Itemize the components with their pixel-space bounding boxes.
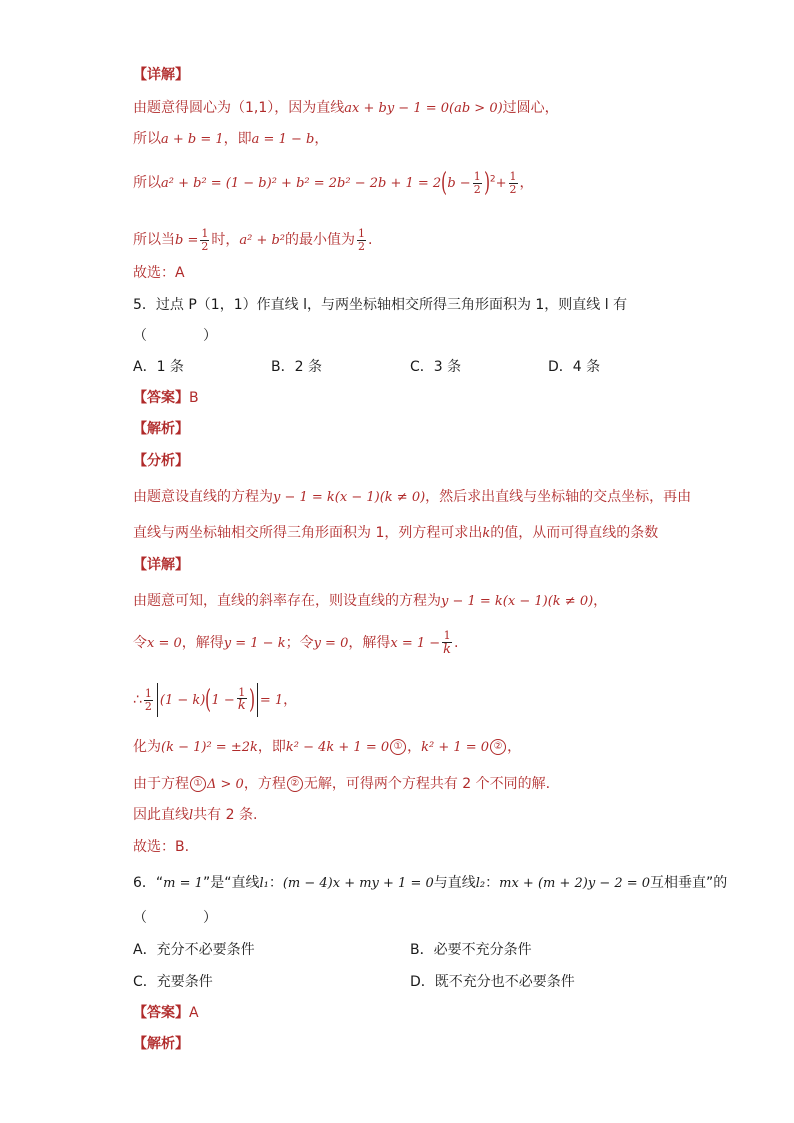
q5-section-fenxi: 【分析】 [133,453,189,469]
q5-option-c: C．3 条 [410,359,462,375]
q5-option-b: B．2 条 [271,359,322,375]
q5-detail-line-4: 化为(k − 1)² = ±2k，即k² − 4k + 1 = 0 ① ，k² + 1 = 0 ② ， [133,739,522,755]
q5-detail-line-1: 由题意可知，直线的斜率存在，则设直线的方程为y − 1 = k(x − 1)(k ≠ 0)， [133,593,608,609]
q5-section-detail: 【详解】 [133,557,189,573]
q5-detail-line-6: 因此直线l共有 2 条. [133,807,258,823]
q6-option-a: A．充分不必要条件 [133,942,255,958]
q5-section-jiexi: 【解析】 [133,421,189,437]
q4-detail-line-3: 所以a² + b² = (1 − b)² + b² = 2b² − 2b + 1 = 2(b − $\frac{1}{2}$ )$^2$+ $\frac{1}{2}$ ， [133,168,534,198]
q5-analysis-line-2: 直线与两坐标轴相交所得三角形面积为 1，列方程可求出k的值，从而可得直线的条数 [133,525,659,541]
q5-paren: （ ） [133,328,217,344]
q5-option-a: A．1 条 [133,359,184,375]
q6-paren: （ ） [133,910,217,926]
q6-option-c: C．充要条件 [133,974,213,990]
section-tag-detail: 【详解】 [133,67,189,83]
q5-stem: 5．过点 P（1，1）作直线 l，与两坐标轴相交所得三角形面积为 1，则直线 l 有 [133,297,628,313]
q6-option-b: B．必要不充分条件 [410,942,532,958]
q4-detail-line-4: 所以当b = $\frac{1}{2}$ 时，a² + b²的最小值为 $\frac{1}{2}$ . [133,227,373,253]
q5-detail-line-5: 由于方程 ① Δ > 0，方程 ② 无解，可得两个方程共有 2 个不同的解. [133,776,551,792]
q6-answer: 【答案】A [133,1005,199,1021]
q4-detail-line-2: 所以a + b = 1，即a = 1 − b， [133,131,329,147]
q4-answer: 故选：A [133,265,185,281]
q5-option-d: D．4 条 [548,359,601,375]
q6-stem: 6．“m = 1”是“直线l₁：(m − 4)x + my + 1 = 0与直线l₂：mx + (m + 2)y − 2 = 0互相垂直”的 [133,875,728,891]
q5-detail-line-2: 令x = 0，解得y = 1 − k；令y = 0，解得x = 1 − $\frac{1}{k}$ . [133,629,459,657]
q6-option-d: D．既不充分也不必要条件 [410,974,575,990]
q5-detail-line-3: ∴ $\frac{1}{2}$ (1 − k)(1 − $\frac{1}{k}$ ) = 1， [133,685,298,715]
q5-answer: 【答案】B [133,390,199,406]
q4-detail-line-1: 由题意得圆心为（1,1），因为直线ax + by − 1 = 0(ab > 0)过圆心， [133,100,559,116]
q5-choose: 故选：B. [133,839,190,855]
q6-section-jiexi: 【解析】 [133,1036,189,1052]
q5-analysis-line-1: 由题意设直线的方程为y − 1 = k(x − 1)(k ≠ 0)，然后求出直线与坐标轴的交点坐标，再由 [133,489,692,505]
